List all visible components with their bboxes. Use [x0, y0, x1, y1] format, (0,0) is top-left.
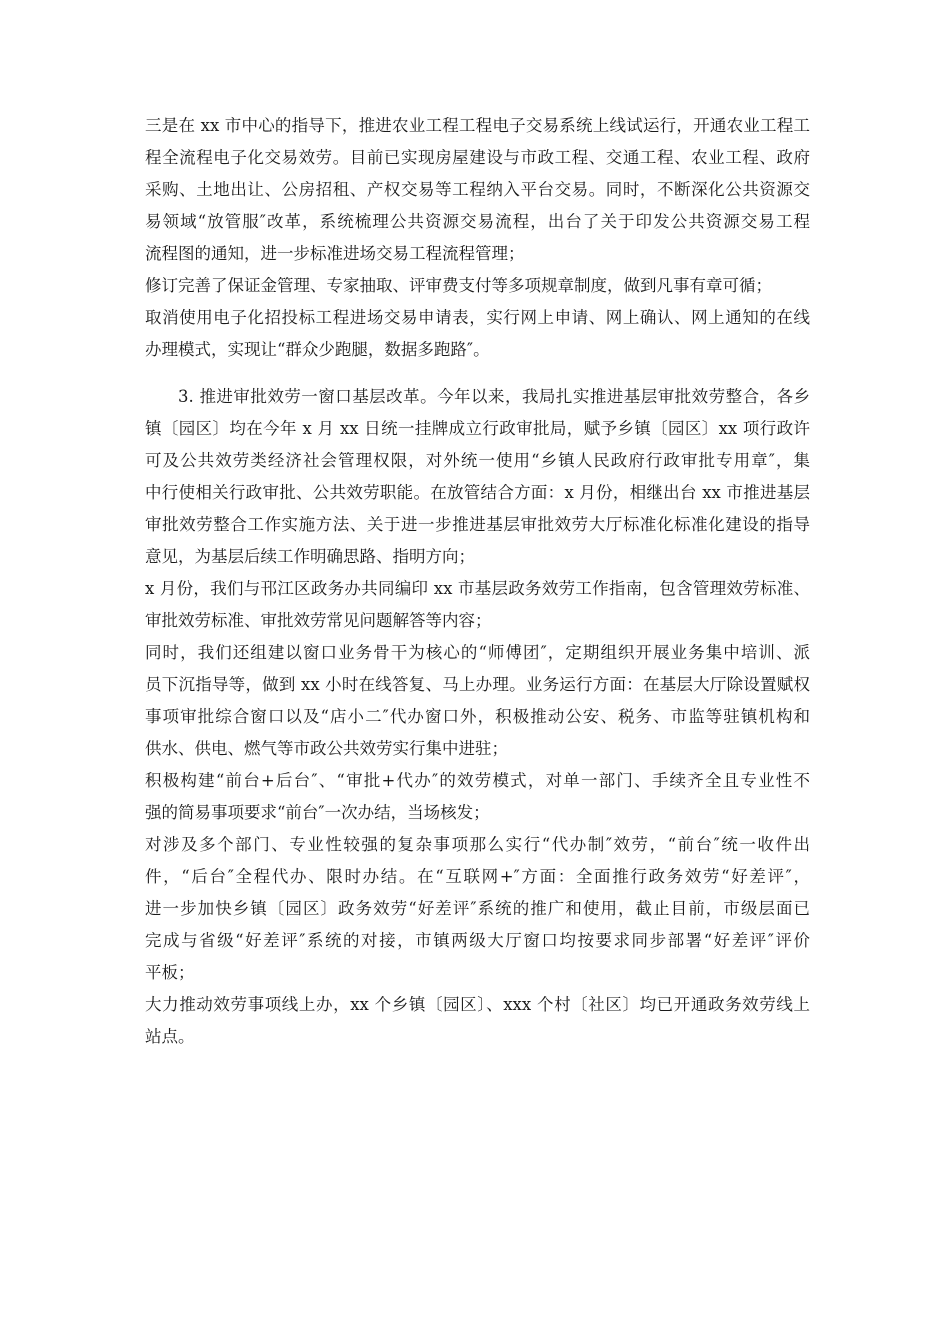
text-line: 镇〔园区〕均在今年 x 月 xx 日统一挂牌成立行政审批局，赋予乡镇〔园区〕xx 项行政许	[145, 419, 810, 438]
text-line: 意见，为基层后续工作明确思路、指明方向；	[145, 547, 475, 566]
text-line: 可及公共效劳类经济社会管理权限，对外统一使用“乡镇人民政府行政审批专用章″，集	[145, 451, 810, 470]
text-line: 修订完善了保证金管理、专家抽取、评审费支付等多项规章制度，做到凡事有章可循；	[145, 276, 772, 295]
text-line: 程全流程电子化交易效劳。目前已实现房屋建设与市政工程、交通工程、农业工程、政府	[145, 148, 810, 167]
text-line: 易领域“放管服″改革，系统梳理公共资源交易流程，出台了关于印发公共资源交易工程	[145, 212, 810, 231]
text-line: 流程图的通知，进一步标准进场交易工程流程管理；	[145, 244, 525, 263]
text-line: 员下沉指导等，做到 xx 小时在线答复、马上办理。业务运行方面：在基层大厅除设置赋权	[145, 675, 810, 694]
document-body	[145, 110, 810, 1053]
text-line: 审批效劳整合工作实施方法、关于进一步推进基层审批效劳大厅标准化标准化建设的指导	[145, 515, 810, 534]
paragraph-gap	[145, 366, 810, 381]
text-line: 件，“后台″全程代办、限时办结。在“互联网+″方面：全面推行政务效劳“好差评″，	[145, 867, 810, 886]
text-line: 站点。	[145, 1027, 195, 1046]
text-line: 采购、土地出让、公房招租、产权交易等工程纳入平台交易。同时，不断深化公共资源交	[145, 180, 810, 199]
text-line: 大力推动效劳事项线上办，xx 个乡镇〔园区〕、xxx 个村〔社区〕均已开通政务效劳线上	[145, 995, 810, 1014]
text-line: 3. 推进审批效劳一窗口基层改革。今年以来，我局扎实推进基层审批效劳整合，各乡	[178, 387, 810, 406]
text-line: 取消使用电子化招投标工程进场交易申请表，实行网上申请、网上确认、网上通知的在线	[145, 308, 810, 327]
text-line: 强的简易事项要求“前台″一次办结，当场核发；	[145, 803, 490, 822]
text-line: 三是在 xx 市中心的指导下，推进农业工程工程电子交易系统上线试运行，开通农业工程工	[145, 116, 810, 135]
text-line: 完成与省级“好差评″系统的对接，市镇两级大厅窗口均按要求同步部署“好差评″评价	[145, 931, 810, 950]
text-line: 办理模式，实现让“群众少跑腿，数据多跑路″。	[145, 340, 490, 359]
text-line: 平板；	[145, 963, 195, 982]
text-line: 审批效劳标准、审批效劳常见问题解答等内容；	[145, 611, 492, 630]
text-line: 事项审批综合窗口以及“店小二″代办窗口外，积极推动公安、税务、市监等驻镇机构和	[145, 707, 810, 726]
text-line: 供水、供电、燃气等市政公共效劳实行集中进驻；	[145, 739, 508, 758]
text-line: x 月份，我们与邗江区政务办共同编印 xx 市基层政务效劳工作指南，包含管理效劳标准、	[145, 579, 810, 598]
text-line: 同时，我们还组建以窗口业务骨干为核心的“师傅团″，定期组织开展业务集中培训、派	[145, 643, 810, 662]
text-line: 中行使相关行政审批、公共效劳职能。在放管结合方面：x 月份，相继出台 xx 市推进基层	[145, 483, 810, 502]
text-line: 积极构建“前台+后台″、“审批+代办″的效劳模式，对单一部门、手续齐全且专业性不	[145, 771, 810, 790]
text-line: 对涉及多个部门、专业性较强的复杂事项那么实行“代办制″效劳，“前台″统一收件出	[145, 835, 810, 854]
text-line: 进一步加快乡镇〔园区〕政务效劳“好差评″系统的推广和使用，截止目前，市级层面已	[145, 899, 810, 918]
